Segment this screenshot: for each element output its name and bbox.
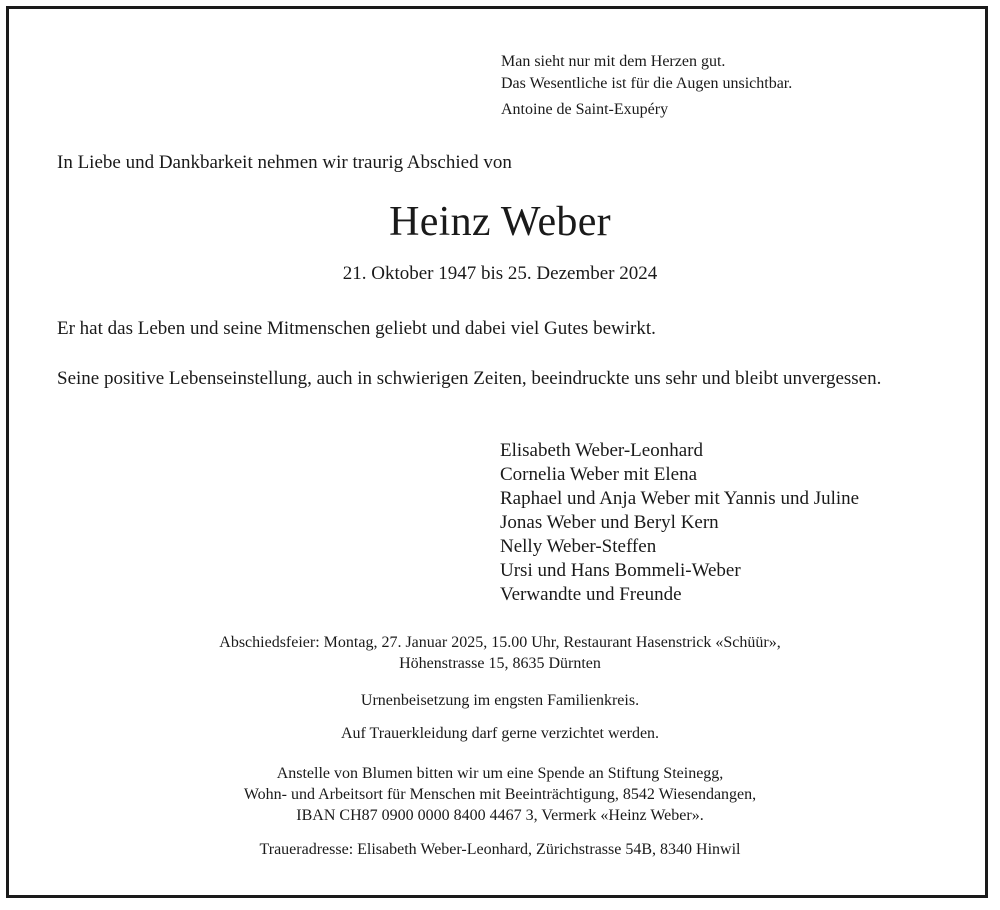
mourner-item: Jonas Weber und Beryl Kern [500,512,719,533]
tribute-paragraph-2: Seine positive Lebenseinstellung, auch in schwierigen Zeiten, beeindruckte uns sehr und bleibt unvergessen. [57,368,882,389]
urn-burial-note: Urnenbeisetzung im engsten Familienkreis. [360,692,640,709]
farewell-ceremony-info [0,632,1000,674]
quote-author: Antoine de Saint-Exupéry [501,101,669,118]
mourner-item: Elisabeth Weber-Leonhard [500,440,703,461]
donation-info [0,763,1000,826]
tribute-paragraph-1: Er hat das Leben und seine Mitmenschen geliebt und dabei viel Gutes bewirkt. [57,318,656,339]
mourning-address: Traueradresse: Elisabeth Weber-Leonhard, Zürichstrasse 54B, 8340 Hinwil [259,841,741,858]
mourner-item: Ursi und Hans Bommeli-Weber [500,560,741,581]
mourner-item: Nelly Weber-Steffen [500,536,657,557]
deceased-name: Heinz Weber [389,199,611,245]
donation-line-3: IBAN CH87 0900 0000 8400 4467 3, Vermerk «Heinz Weber». [296,807,704,824]
mourners-list [500,439,859,607]
intro-text: In Liebe und Dankbarkeit nehmen wir traurig Abschied von [57,152,512,173]
life-dates: 21. Oktober 1947 bis 25. Dezember 2024 [342,263,658,284]
mourner-item: Raphael und Anja Weber mit Yannis und Juline [500,488,860,509]
farewell-line-2: Höhenstrasse 15, 8635 Dürnten [399,655,601,672]
donation-line-2: Wohn- und Arbeitsort für Menschen mit Beeinträchtigung, 8542 Wiesendangen, [243,786,757,803]
quote-line-1: Man sieht nur mit dem Herzen gut. [501,53,726,70]
donation-line-1: Anstelle von Blumen bitten wir um eine Spende an Stiftung Steinegg, [276,765,724,782]
quote-line-2: Das Wesentliche ist für die Augen unsichtbar. [501,75,793,92]
farewell-line-1: Abschiedsfeier: Montag, 27. Januar 2025, 15.00 Uhr, Restaurant Hasenstrick «Schüür», [219,634,781,651]
mourning-clothing-note: Auf Trauerkleidung darf gerne verzichtet werden. [340,725,660,742]
mourner-item: Verwandte und Freunde [500,584,682,605]
epigraph-quote [501,51,792,121]
mourner-item: Cornelia Weber mit Elena [500,464,698,485]
